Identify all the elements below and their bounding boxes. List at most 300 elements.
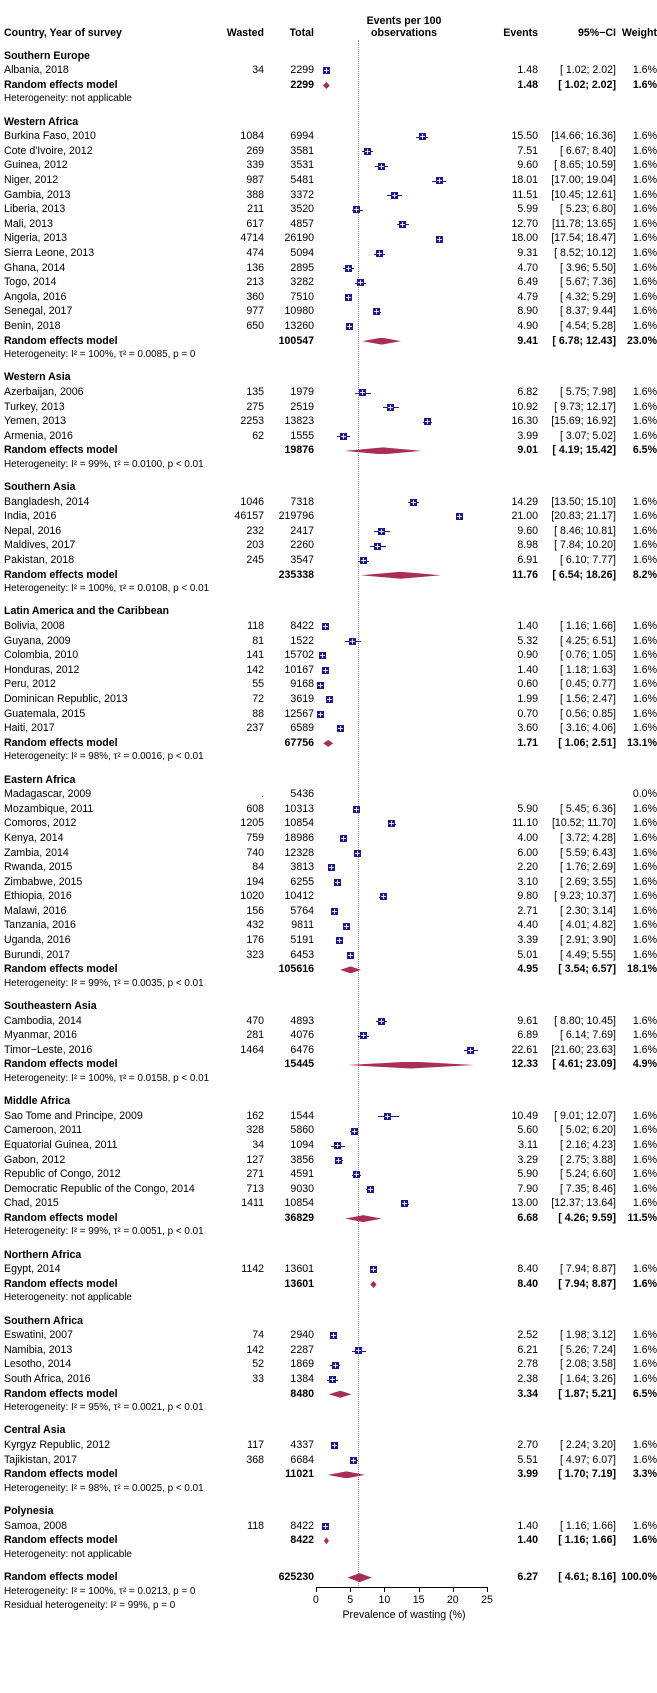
wasted-count: 211	[247, 203, 264, 216]
total-count: 1094	[290, 1138, 314, 1151]
wasted-count: 987	[246, 174, 264, 187]
study-row	[0, 524, 657, 539]
ci-value: [ 5.45; 6.36]	[560, 802, 616, 815]
point-estimate-square	[384, 1113, 391, 1120]
total-count: 2260	[290, 539, 314, 552]
ci-value: [ 6.67; 8.40]	[560, 144, 616, 157]
wasted-count: 55	[252, 678, 264, 691]
study-row	[0, 1153, 657, 1168]
ci-value: [ 1.76; 2.69]	[560, 861, 616, 874]
weight-value: 1.6%	[632, 1343, 657, 1356]
header-country: Country, Year of survey	[4, 26, 122, 39]
summary-diamond-marker	[361, 572, 441, 579]
weight-value: 1.6%	[632, 276, 657, 289]
events-value: 6.89	[517, 1029, 538, 1042]
wasted-count: 194	[246, 875, 264, 888]
study-row	[0, 1109, 657, 1124]
point-estimate-square	[401, 1200, 408, 1207]
ci-value: [13.50; 15.10]	[551, 495, 616, 508]
wasted-count: 142	[246, 663, 264, 676]
weight-value: 1.6%	[632, 948, 657, 961]
study-label: Nigeria, 2013	[4, 232, 68, 245]
ci-value: [ 1.02; 2.02]	[560, 64, 616, 77]
rem-total: 100547	[278, 334, 314, 347]
forest-group	[0, 773, 657, 991]
ci-value: [ 3.72; 4.28]	[560, 831, 616, 844]
events-value: 3.29	[517, 1153, 538, 1166]
rem-ci: [ 6.54; 18.26]	[552, 568, 616, 581]
study-label: Maldives, 2017	[4, 539, 76, 552]
study-label: Honduras, 2012	[4, 663, 80, 676]
point-estimate-square	[322, 1523, 329, 1530]
rem-events: 12.33	[511, 1058, 538, 1071]
total-count: 3581	[290, 144, 314, 157]
wasted-count: 1046	[240, 495, 264, 508]
events-value: 10.92	[511, 400, 538, 413]
events-value: 2.78	[517, 1358, 538, 1371]
total-count: 2287	[290, 1343, 314, 1356]
study-label: Nepal, 2016	[4, 524, 62, 537]
summary-diamond-marker	[324, 1537, 329, 1544]
rem-weight: 11.5%	[627, 1211, 657, 1224]
weight-value: 1.6%	[632, 678, 657, 691]
events-value: 11.10	[512, 817, 538, 830]
forest-group	[0, 1424, 657, 1496]
study-row	[0, 649, 657, 664]
events-value: 6.91	[517, 554, 538, 567]
study-row	[0, 1182, 657, 1197]
x-axis-label: Prevalence of wasting (%)	[342, 1608, 466, 1621]
ci-value: [17.54; 18.47]	[551, 232, 616, 245]
point-estimate-square	[351, 1128, 358, 1135]
rem-plot-cell	[314, 1534, 494, 1549]
study-row	[0, 188, 657, 203]
rem-plot-cell	[314, 963, 494, 978]
heterogeneity-note: Heterogeneity: I² = 100%, τ² = 0.0158, p < 0.01	[4, 1072, 210, 1084]
heterogeneity-note: Heterogeneity: I² = 98%, τ² = 0.0025, p < 0.01	[4, 1482, 204, 1494]
weight-value: 1.6%	[632, 174, 657, 187]
study-row	[0, 159, 657, 174]
study-plot-cell	[314, 553, 494, 568]
rem-events: 9.41	[517, 334, 538, 347]
study-plot-cell	[314, 1029, 494, 1044]
study-row	[0, 261, 657, 276]
weight-value: 1.6%	[632, 1014, 657, 1027]
weight-value: 1.6%	[632, 1124, 657, 1137]
total-count: 5860	[290, 1124, 314, 1137]
total-count: 12328	[284, 846, 314, 859]
weight-value: 1.6%	[632, 1358, 657, 1371]
rem-weight: 1.6%	[632, 78, 657, 91]
summary-diamond-marker	[329, 1391, 352, 1398]
study-label: Madagascar, 2009	[4, 788, 92, 801]
study-label: Bangladesh, 2014	[4, 495, 90, 508]
wasted-count: 117	[247, 1439, 264, 1452]
heterogeneity-note: Heterogeneity: I² = 100%, τ² = 0.0108, p < 0.01	[4, 582, 210, 594]
point-estimate-square	[436, 177, 443, 184]
study-plot-cell	[314, 64, 494, 79]
study-row	[0, 904, 657, 919]
study-plot-cell	[314, 678, 494, 693]
point-estimate-square	[350, 1457, 357, 1464]
study-plot-cell	[314, 1519, 494, 1534]
summary-diamond-marker	[323, 82, 330, 89]
point-estimate-square	[364, 148, 371, 155]
study-label: Samoa, 2008	[4, 1519, 68, 1532]
point-estimate-square	[367, 1186, 374, 1193]
events-value: 21.00	[511, 510, 538, 523]
axis-tick	[384, 1587, 385, 1592]
study-plot-cell	[314, 414, 494, 429]
group-name: Polynesia	[4, 1505, 54, 1518]
point-estimate-square	[354, 850, 361, 857]
weight-value: 1.6%	[632, 319, 657, 332]
group-header-row	[0, 1314, 657, 1329]
total-count: 13823	[284, 415, 314, 428]
weight-value: 1.6%	[632, 524, 657, 537]
weight-value: 1.6%	[632, 429, 657, 442]
group-header-row	[0, 1504, 657, 1519]
ci-value: [ 8.80; 10.45]	[554, 1014, 616, 1027]
ci-value: [12.37; 13.64]	[551, 1197, 616, 1210]
rem-ci: [ 1.02; 2.02]	[558, 78, 616, 91]
total-count: 4591	[290, 1168, 314, 1181]
rem-weight: 1.6%	[632, 1277, 657, 1290]
forest-group	[0, 999, 657, 1085]
events-value: 4.00	[517, 831, 538, 844]
study-plot-cell	[314, 619, 494, 634]
weight-value: 1.6%	[632, 620, 657, 633]
point-estimate-square	[359, 389, 366, 396]
study-label: Senegal, 2017	[4, 305, 73, 318]
weight-value: 1.6%	[632, 919, 657, 932]
study-row	[0, 1124, 657, 1139]
study-row	[0, 831, 657, 846]
wasted-count: 127	[246, 1153, 264, 1166]
header-plot	[314, 16, 494, 40]
group-header-row	[0, 371, 657, 386]
total-count: 4893	[290, 1014, 314, 1027]
rem-ci: [ 4.19; 15.42]	[552, 444, 616, 457]
heterogeneity-note: Heterogeneity: I² = 99%, τ² = 0.0051, p < 0.01	[4, 1226, 204, 1238]
point-estimate-square	[380, 893, 387, 900]
overall-heterogeneity-block	[0, 1586, 314, 1634]
events-value: 9.80	[517, 890, 538, 903]
wasted-count: 339	[246, 159, 264, 172]
group-name: Latin America and the Caribbean	[4, 605, 170, 618]
total-count: 9030	[290, 1182, 314, 1195]
weight-value: 1.6%	[632, 1439, 657, 1452]
study-plot-cell	[314, 1343, 494, 1358]
ci-value: [14.66; 16.36]	[551, 130, 616, 143]
study-row	[0, 144, 657, 159]
rem-total: 13601	[284, 1277, 314, 1290]
total-count: 10854	[284, 1197, 314, 1210]
point-estimate-square	[328, 864, 335, 871]
rem-label: Random effects model	[4, 1058, 118, 1071]
weight-value: 1.6%	[632, 510, 657, 523]
wasted-count: 271	[246, 1168, 264, 1181]
wasted-count: 713	[246, 1182, 264, 1195]
study-row	[0, 385, 657, 400]
rem-plot-cell	[314, 1211, 494, 1226]
study-label: Gambia, 2013	[4, 188, 71, 201]
table-header-row	[0, 0, 657, 40]
rem-ci: [ 7.94; 8.87]	[558, 1277, 616, 1290]
study-label: Benin, 2018	[4, 319, 61, 332]
rem-events: 9.01	[517, 444, 538, 457]
point-estimate-square	[374, 543, 381, 550]
axis-tick-label: 20	[446, 1593, 459, 1606]
weight-value: 1.6%	[632, 144, 657, 157]
point-estimate-square	[331, 908, 338, 915]
point-estimate-square	[329, 1376, 336, 1383]
rem-events: 11.76	[512, 568, 538, 581]
total-count: 9811	[291, 919, 314, 932]
study-label: Cote d'Ivoire, 2012	[4, 144, 93, 157]
study-plot-cell	[314, 217, 494, 232]
study-plot-cell	[314, 1109, 494, 1124]
events-value: 4.70	[517, 261, 538, 274]
heterogeneity-note: Heterogeneity: I² = 99%, τ² = 0.0100, p < 0.01	[4, 458, 204, 470]
study-label: Colombia, 2010	[4, 649, 79, 662]
study-row	[0, 276, 657, 291]
weight-value: 1.6%	[632, 290, 657, 303]
weight-value: 1.6%	[632, 1329, 657, 1342]
study-label: Democratic Republic of the Congo, 2014	[4, 1182, 195, 1195]
events-value: 15.50	[511, 130, 538, 143]
wasted-count: 977	[246, 305, 264, 318]
weight-value: 1.6%	[632, 203, 657, 216]
study-plot-cell	[314, 860, 494, 875]
study-plot-cell	[314, 933, 494, 948]
study-row	[0, 802, 657, 817]
total-count: 10412	[284, 890, 314, 903]
point-estimate-square	[436, 236, 443, 243]
study-label: Armenia, 2016	[4, 429, 73, 442]
events-value: 9.61	[517, 1014, 538, 1027]
events-value: 1.40	[517, 1519, 538, 1532]
group-name: Southern Asia	[4, 481, 76, 494]
study-plot-cell	[314, 1438, 494, 1453]
forest-group	[0, 1504, 657, 1561]
weight-value: 1.6%	[632, 1109, 657, 1122]
study-label: Ghana, 2014	[4, 261, 66, 274]
study-plot-cell	[314, 1372, 494, 1387]
ci-value: [11.78; 13.65]	[551, 217, 616, 230]
heterogeneity-note: Heterogeneity: I² = 95%, τ² = 0.0021, p < 0.01	[4, 1402, 204, 1413]
ci-value: [ 5.26; 7.24]	[560, 1343, 616, 1356]
rem-total: 2299	[290, 78, 314, 91]
study-row	[0, 510, 657, 525]
weight-value: 1.6%	[632, 1263, 657, 1276]
overall-rem-total: 625230	[278, 1570, 314, 1583]
ci-value: [ 1.16; 1.66]	[560, 1519, 616, 1532]
rem-label: Random effects model	[4, 1277, 118, 1290]
events-value: 12.70	[511, 217, 538, 230]
group-rem-row	[0, 736, 657, 751]
wasted-count: 323	[246, 948, 264, 961]
events-value: 2.38	[517, 1373, 538, 1386]
ci-value: [10.52; 11.70]	[551, 817, 616, 830]
study-row	[0, 722, 657, 737]
group-rem-row	[0, 1534, 657, 1549]
weight-value: 1.6%	[632, 188, 657, 201]
wasted-count: 33	[252, 1373, 264, 1386]
total-count: 10980	[284, 305, 314, 318]
weight-value: 1.6%	[632, 130, 657, 143]
events-value: 5.51	[517, 1453, 538, 1466]
study-row	[0, 400, 657, 415]
group-header-row	[0, 1424, 657, 1439]
total-count: 3619	[290, 692, 314, 705]
group-header-row	[0, 49, 657, 64]
study-plot-cell	[314, 875, 494, 890]
total-count: 3813	[290, 861, 314, 874]
events-value: 2.52	[517, 1329, 538, 1342]
group-rem-row	[0, 1211, 657, 1226]
total-count: 10313	[284, 802, 314, 815]
study-row	[0, 414, 657, 429]
point-estimate-square	[337, 725, 344, 732]
point-estimate-square	[360, 557, 367, 564]
rem-plot-cell	[314, 1277, 494, 1292]
study-label: Myanmar, 2016	[4, 1029, 78, 1042]
wasted-count: 1411	[241, 1197, 264, 1210]
study-label: Lesotho, 2014	[4, 1358, 72, 1371]
point-estimate-square	[346, 323, 353, 330]
point-estimate-square	[345, 265, 352, 272]
summary-diamond-marker	[340, 966, 361, 973]
point-estimate-square	[410, 499, 417, 506]
events-value: 3.99	[517, 429, 538, 442]
total-count: 3547	[290, 554, 314, 567]
study-plot-cell	[314, 385, 494, 400]
study-row	[0, 1453, 657, 1468]
study-plot-cell	[314, 203, 494, 218]
summary-diamond-marker	[362, 338, 401, 345]
total-count: 13601	[284, 1263, 314, 1276]
point-estimate-square	[355, 1347, 362, 1354]
rem-total: 8480	[290, 1387, 314, 1400]
total-count: 7510	[290, 290, 314, 303]
study-row	[0, 787, 657, 802]
rem-total: 235338	[278, 568, 314, 581]
study-label: Equatorial Guinea, 2011	[4, 1138, 118, 1151]
wasted-count: 141	[246, 649, 264, 662]
weight-value: 1.6%	[632, 904, 657, 917]
ci-value: [ 2.16; 4.23]	[560, 1138, 616, 1151]
point-estimate-square	[424, 418, 431, 425]
ci-value: [ 9.01; 12.07]	[554, 1109, 616, 1122]
wasted-count: 156	[246, 904, 264, 917]
wasted-count: 328	[246, 1124, 264, 1137]
group-header-row	[0, 1248, 657, 1263]
weight-value: 1.6%	[632, 1519, 657, 1532]
axis-tick-label: 15	[412, 1593, 425, 1606]
ci-value: [ 8.52; 10.12]	[554, 246, 616, 259]
total-count: 8422	[290, 620, 314, 633]
study-plot-cell	[314, 722, 494, 737]
group-name: Middle Africa	[4, 1095, 71, 1108]
ci-value: [ 1.98; 3.12]	[560, 1329, 616, 1342]
study-label: Bolivia, 2008	[4, 620, 65, 633]
study-label: Haiti, 2017	[4, 722, 55, 735]
forest-group	[0, 371, 657, 472]
events-value: 1.99	[517, 692, 538, 705]
rem-weight: 18.1%	[626, 963, 657, 976]
weight-value: 1.6%	[632, 385, 657, 398]
study-row	[0, 1343, 657, 1358]
wasted-count: 432	[246, 919, 264, 932]
weight-value: 1.6%	[632, 554, 657, 567]
point-estimate-square	[467, 1047, 474, 1054]
rem-events: 3.34	[517, 1387, 538, 1400]
rem-total: 36829	[284, 1211, 314, 1224]
rem-ci: [ 6.78; 12.43]	[552, 334, 616, 347]
study-row	[0, 707, 657, 722]
point-estimate-square	[317, 682, 324, 689]
events-value: 1.48	[517, 64, 538, 77]
wasted-count: 474	[246, 246, 264, 259]
study-row	[0, 692, 657, 707]
rem-weight: 6.5%	[632, 1387, 657, 1400]
total-count: 6453	[290, 948, 314, 961]
study-plot-cell	[314, 846, 494, 861]
wasted-count: 203	[246, 539, 264, 552]
study-row	[0, 619, 657, 634]
study-plot-cell	[314, 1263, 494, 1278]
weight-value: 1.6%	[632, 539, 657, 552]
rem-plot-cell	[314, 1468, 494, 1483]
point-estimate-square	[317, 711, 324, 718]
group-rem-row	[0, 1058, 657, 1073]
total-count: 3856	[290, 1153, 314, 1166]
wasted-count: 281	[246, 1029, 264, 1042]
events-value: 6.82	[517, 385, 538, 398]
weight-value: 1.6%	[632, 861, 657, 874]
study-row	[0, 1358, 657, 1373]
total-count: 6994	[290, 130, 314, 143]
header-events: Events	[503, 26, 538, 39]
events-value: 8.90	[517, 305, 538, 318]
study-plot-cell	[314, 1153, 494, 1168]
group-rem-row	[0, 1387, 657, 1402]
point-estimate-square	[456, 513, 463, 520]
ci-value: [ 2.91; 3.90]	[560, 934, 616, 947]
study-row	[0, 1138, 657, 1153]
weight-value: 1.6%	[632, 1453, 657, 1466]
study-row	[0, 64, 657, 79]
study-row	[0, 1029, 657, 1044]
study-label: Dominican Republic, 2013	[4, 692, 128, 705]
events-value: 9.60	[517, 524, 538, 537]
weight-value: 1.6%	[632, 846, 657, 859]
study-plot-cell	[314, 510, 494, 525]
axis-tick	[350, 1587, 351, 1592]
events-value: 5.99	[517, 203, 538, 216]
wasted-count: 1020	[240, 890, 264, 903]
study-label: Guinea, 2012	[4, 159, 68, 172]
total-count: 4857	[290, 217, 314, 230]
group-rem-row	[0, 963, 657, 978]
ci-value: [ 5.67; 7.36]	[560, 276, 616, 289]
study-row	[0, 203, 657, 218]
study-plot-cell	[314, 692, 494, 707]
events-value: 14.29	[511, 495, 538, 508]
rem-plot-cell	[314, 736, 494, 751]
total-count: 9168	[290, 678, 314, 691]
